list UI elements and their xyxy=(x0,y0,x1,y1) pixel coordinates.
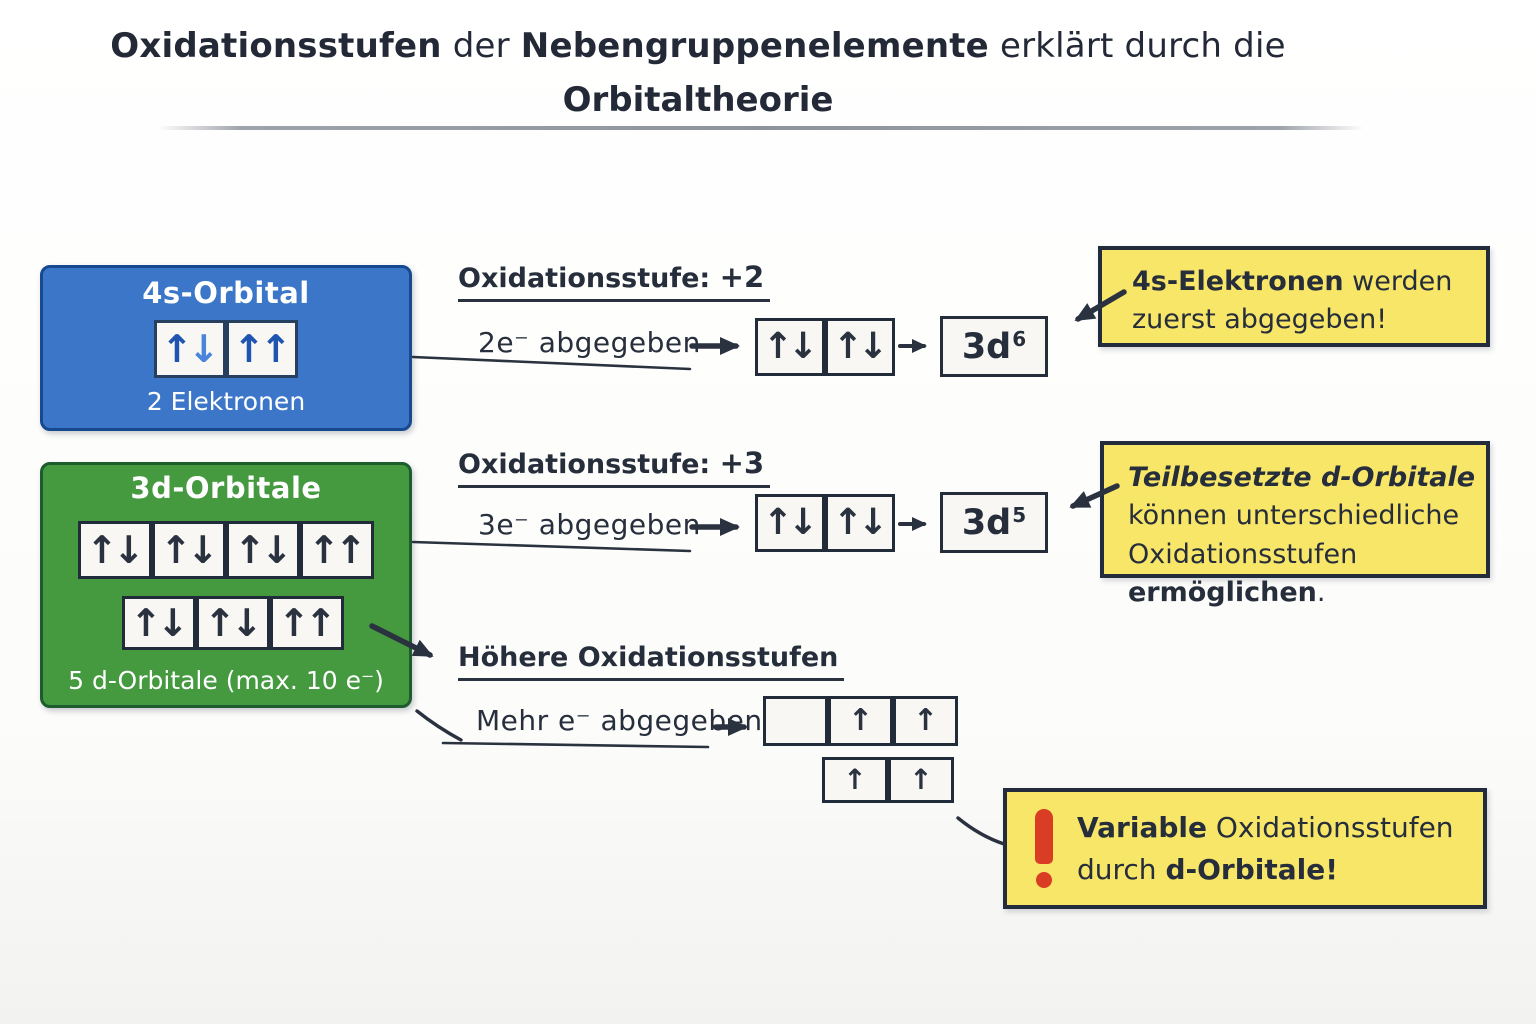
heading-label: Oxidationsstufe: xyxy=(458,449,711,480)
note-bold-text: d-Orbitale! xyxy=(1165,852,1339,886)
note-text: . xyxy=(1316,576,1326,608)
spin-down-arrow: ↓ xyxy=(188,326,215,371)
orbital-cell: ↑↓ xyxy=(226,521,300,579)
line-green-to-mehr xyxy=(417,711,461,740)
note-bold-text: ermöglichen xyxy=(1128,576,1317,608)
title-text: der xyxy=(441,26,521,66)
note-variable-oxidationsstufen xyxy=(1003,788,1487,909)
3d-orbital-cells-row1 xyxy=(78,521,374,579)
note-bold-text: Variable xyxy=(1077,810,1207,844)
note-emph-text: Teilbesetzte d-Orbitale xyxy=(1128,462,1476,493)
cells-higher-row1 xyxy=(763,696,958,746)
title-term-oxidationsstufen: Oxidationsstufen xyxy=(110,26,442,66)
line-green-to-3e xyxy=(413,542,690,551)
orbital-cell-empty xyxy=(763,696,828,746)
title-divider xyxy=(158,126,1364,130)
orbital-cell: ↑↓ xyxy=(825,494,895,552)
title-term-nebengruppenelemente: Nebengruppenelemente xyxy=(520,26,989,66)
orbital-cell xyxy=(154,320,226,378)
label-mehr-e-abgegeben: Mehr e⁻ abgegeben xyxy=(476,704,763,737)
orbital-cell: ↑↓ xyxy=(755,318,825,376)
orbital-cell: ↑↓ xyxy=(755,494,825,552)
heading-label: Oxidationsstufe: xyxy=(458,263,711,294)
cells-higher-row2 xyxy=(822,757,954,803)
3d-orbital-title: 3d-Orbitale xyxy=(130,471,322,505)
spin-up-arrow: ↑ xyxy=(161,326,188,371)
heading-value: +3 xyxy=(719,446,765,480)
note-bold-text: 4s-Elektronen xyxy=(1132,266,1344,297)
orbital-cell xyxy=(226,320,298,378)
heading-value: +2 xyxy=(719,260,765,294)
heading-oxidation-plus3 xyxy=(458,446,770,488)
orbital-cell: ↑↓ xyxy=(196,596,270,650)
4s-orbital-box xyxy=(40,265,412,431)
result-3d6-box: 3d 6 xyxy=(940,316,1048,377)
3d-orbital-cells-row2 xyxy=(122,596,344,650)
underline-mehr-e xyxy=(443,743,708,747)
note-text: können unterschiedliche Oxidationsstufen xyxy=(1128,500,1460,570)
orbital-cell: ↑↑ xyxy=(300,521,374,579)
cells-after-plus3 xyxy=(755,494,895,552)
4s-orbital-cells xyxy=(154,320,298,378)
spin-up-arrow: ↑ xyxy=(233,326,260,371)
title-line-1 xyxy=(0,26,1396,66)
note-teilbesetzte-d-orbitale xyxy=(1100,441,1490,608)
orbital-cell: ↑↓ xyxy=(825,318,895,376)
heading-oxidation-plus2 xyxy=(458,260,770,302)
note-text: werden zuerst abgegeben! xyxy=(1132,266,1453,335)
note-text: Oxidationsstufen durch xyxy=(1077,810,1454,886)
result-3d5-box: 3d 5 xyxy=(940,492,1048,553)
orbital-cell: ↑↓ xyxy=(78,521,152,579)
4s-orbital-title: 4s-Orbital xyxy=(142,276,310,310)
3d-orbital-caption: 5 d-Orbitale (max. 10 e⁻) xyxy=(68,665,384,695)
title-line-2: Orbitaltheorie xyxy=(562,80,834,120)
title-text: erklärt durch die xyxy=(988,26,1286,66)
label-2e-abgegeben: 2e⁻ abgegeben xyxy=(478,326,701,359)
3d-orbital-box xyxy=(40,462,412,708)
result-base: 3d xyxy=(961,502,1012,543)
note-text-wrap xyxy=(1077,807,1469,891)
orbital-cell: ↑ xyxy=(828,696,893,746)
cells-after-plus2 xyxy=(755,318,895,376)
note-4s-elektronen xyxy=(1098,246,1490,347)
orbital-cell: ↑ xyxy=(822,757,888,803)
orbital-cell: ↑ xyxy=(888,757,954,803)
4s-orbital-caption: 2 Elektronen xyxy=(146,387,306,416)
result-base: 3d xyxy=(961,326,1012,367)
exclamation-icon xyxy=(1035,809,1053,888)
page-title xyxy=(0,26,1396,120)
line-cells-to-note3 xyxy=(958,818,1004,844)
heading-hoehere-oxidationsstufen: Höhere Oxidationsstufen xyxy=(458,642,844,681)
orbital-cell: ↑↓ xyxy=(122,596,196,650)
orbital-cell: ↑↓ xyxy=(152,521,226,579)
orbital-cell: ↑ xyxy=(893,696,958,746)
orbital-cell: ↑↑ xyxy=(270,596,344,650)
spin-up-arrow: ↑ xyxy=(260,326,287,371)
label-3e-abgegeben: 3e⁻ abgegeben xyxy=(478,508,701,541)
